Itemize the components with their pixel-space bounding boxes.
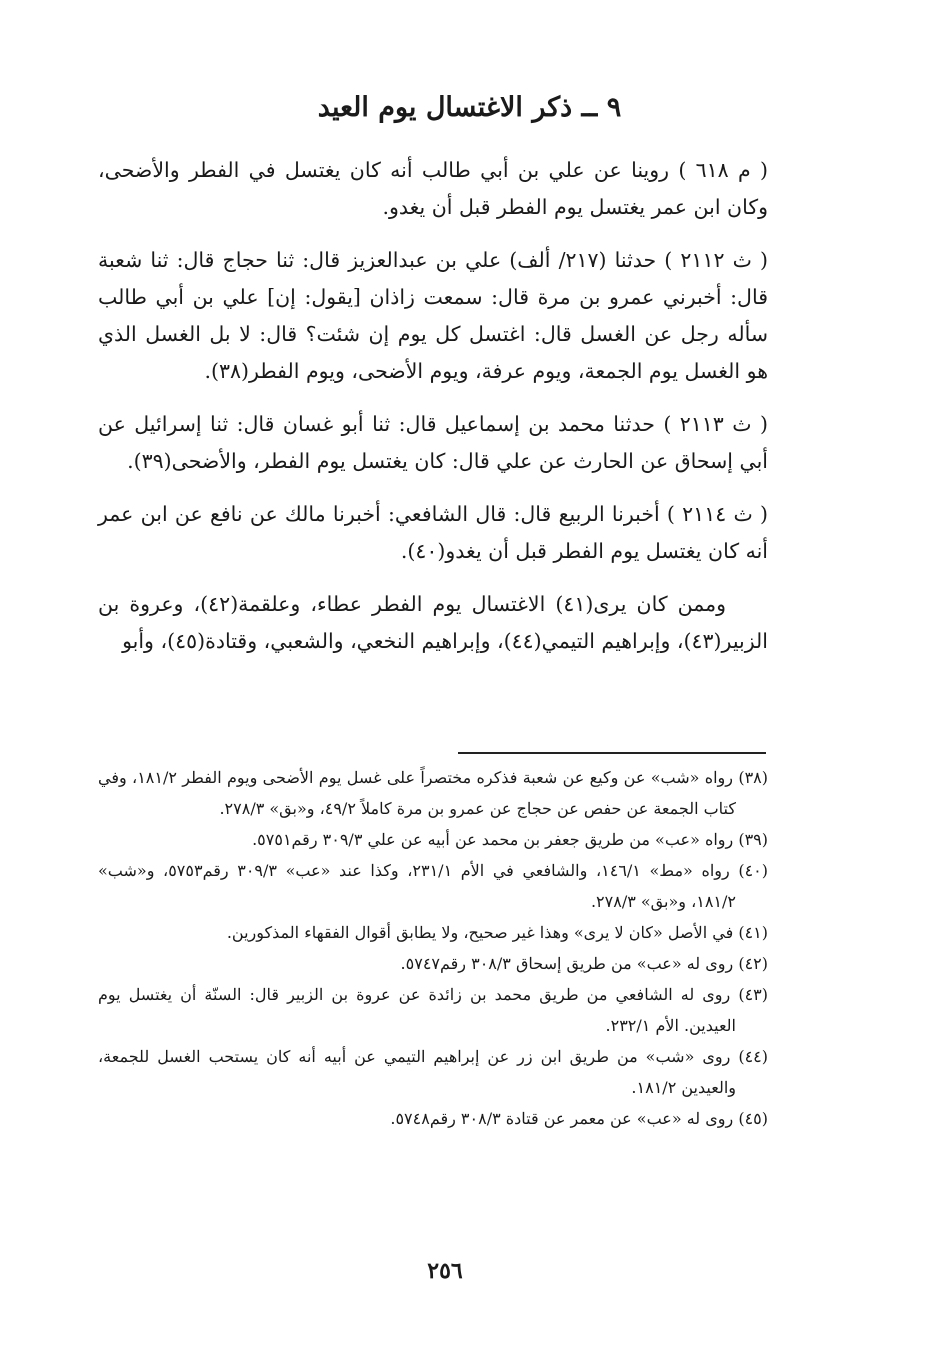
footnote-divider [458,752,766,754]
footnote-41: (٤١) في الأصل «كان لا يرى» وهذا غير صحيح، ولا يطابق أقوال الفقهاء المذكورين. [226,923,768,942]
page-number: ٢٥٦ [427,1258,463,1284]
footnotes [98,762,768,1134]
paragraph-2114: ( ث ٢١١٤ ) أخبرنا الربيع قال: قال الشافعي: أخبرنا مالك عن نافع عن ابن عمر أنه كان يغتسل يوم الفطر قبل أن يغدو(٤٠). [98,502,768,563]
paragraph-2113: ( ث ٢١١٣ ) حدثنا محمد بن إسماعيل قال: ثنا أبو غسان قال: ثنا إسرائيل عن أبي إسحاق عن الحارث عن علي قال: كان يغتسل يوم الفطر، والأضحى(٣٩). [98,412,768,473]
footnote-45: (٤٥) روى له «عب» عن معمر عن قتادة ٣٠٨/٣ رقم٥٧٤٨. [390,1109,768,1128]
footnote-39: (٣٩) رواه «عب» من طريق جعفر بن محمد عن أبيه عن علي ٣٠٩/٣ رقم٥٧٥١. [252,830,768,849]
main-text [98,152,768,676]
footnote-38: (٣٨) رواه «شب» عن وكيع عن شعبة فذكره مختصراً على غسل يوم الأضحى ويوم الفطر ١٨١/٢، وفي كتاب الجمعة عن حفص عن حجاج عن عمرو بن مرة كاملاً ٤٩/٢، و«بق» ٢٧٨/٣. [98,768,768,818]
paragraph-2112: ( ث ٢١١٢ ) حدثنا (٢١٧/ ألف) علي بن عبدالعزيز قال: ثنا حجاج قال: ثنا شعبة قال: أخبرني عمرو بن مرة قال: سمعت زاذان [يقول: إن] علي بن أبي طالب سأله رجل عن الغسل قال: اغتسل كل يوم إن شئت؟ قال: لا بل الغسل الذي هو الغسل يوم الجمعة، ويوم عرفة، ويوم الأضحى، ويوم الفطر(٣٨). [98,248,768,383]
footnote-43: (٤٣) روى له الشافعي من طريق محمد بن زائدة عن عروة بن الزبير قال: السنّة أن يغتسل يوم العيدين. الأم ٢٣٢/١. [98,985,768,1035]
footnote-42: (٤٢) روى له «عب» من طريق إسحاق ٣٠٨/٣ رقم٥٧٤٧. [400,954,768,973]
footnote-44: (٤٤) روى «شب» من طريق ابن زر عن إبراهيم التيمي عن أبيه أنه كان يستحب الغسل للجمعة، والعيدين ١٨١/٢. [98,1047,768,1097]
paragraph-618: ( م ٦١٨ ) روينا عن علي بن أبي طالب أنه كان يغتسل في الفطر والأضحى، وكان ابن عمر يغتسل يوم الفطر قبل أن يغدو. [98,158,768,219]
paragraph-scholars: وممن كان يرى(٤١) الاغتسال يوم الفطر عطاء، وعلقمة(٤٢)، وعروة بن الزبير(٤٣)، وإبراهيم التيمي(٤٤)، وإبراهيم النخعي، والشعبي، وقتادة(٤٥)، وأبو [98,592,768,653]
footnote-40: (٤٠) رواه «مط» ١٤٦/١، والشافعي في الأم ٢٣١/١، وكذا عند «عب» ٣٠٩/٣ رقم٥٧٥٣، و«شب» ١٨١/٢، و«بق» ٢٧٨/٣. [98,861,769,911]
section-heading: ٩ ــ ذكر الاغتسال يوم العيد [317,92,622,123]
